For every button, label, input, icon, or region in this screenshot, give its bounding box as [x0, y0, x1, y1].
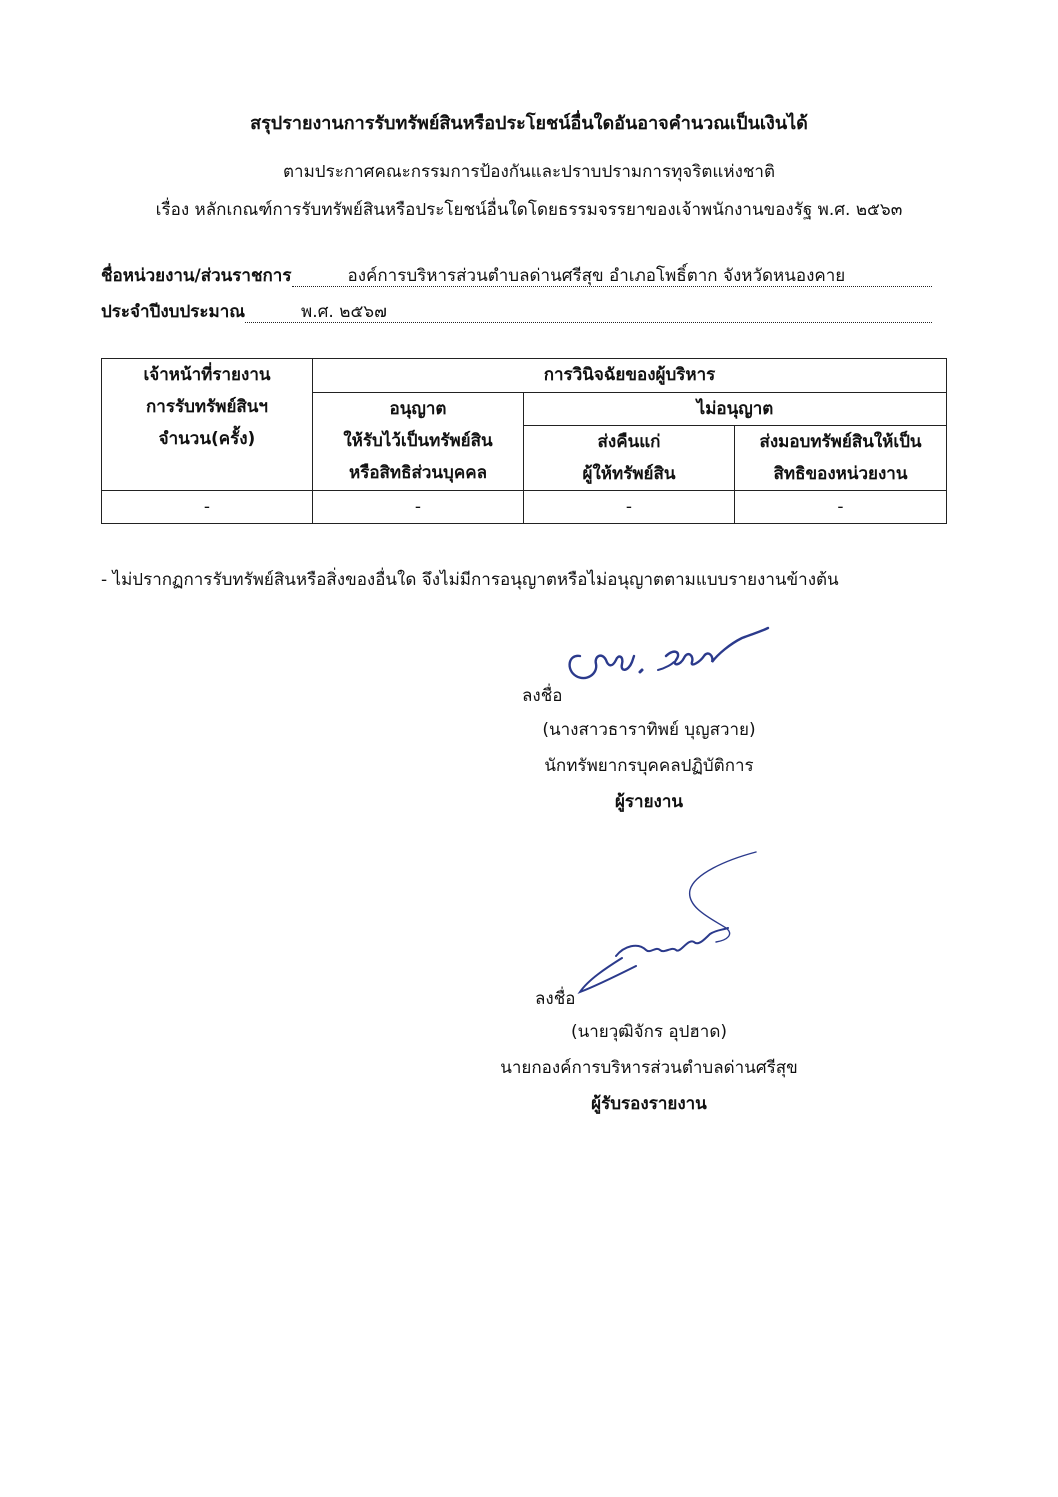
- reporter-sign-label: ลงชื่อ: [522, 686, 563, 706]
- reporter-signature-icon: [562, 626, 772, 698]
- certifier-sign-label: ลงชื่อ: [535, 989, 576, 1009]
- reporter-name: (นางสาวธาราทิพย์ บุญสวาย): [542, 720, 756, 740]
- fiscal-year-label: ประจำปีงบประมาณ: [101, 302, 246, 322]
- certifier-role: ผู้รับรองรายงาน: [591, 1094, 707, 1114]
- officer-count-header: เจ้าหน้าที่รายงาน การรับทรัพย์สินฯ จำนวน(ครั้ง): [102, 359, 313, 491]
- document-title: สรุปรายงานการรับทรัพย์สินหรือประโยชน์อื่นใดอันอาจคำนวณเป็นเงินได้: [250, 113, 808, 134]
- table-cell: -: [313, 491, 524, 524]
- report-table: [101, 358, 947, 524]
- decision-header: การวินิจฉัยของผู้บริหาร: [313, 359, 947, 393]
- reporter-position: นักทรัพยากรบุคคลปฏิบัติการ: [544, 756, 754, 776]
- agency-label: ชื่อหน่วยงาน/ส่วนราชการ: [101, 266, 292, 286]
- document-subtitle-1: ตามประกาศคณะกรรมการป้องกันและปราบปรามการทุจริตแห่งชาติ: [282, 162, 776, 182]
- table-cell: -: [102, 491, 313, 524]
- document-subtitle-2: เรื่อง หลักเกณฑ์การรับทรัพย์สินหรือประโยชน์อื่นใดโดยธรรมจรรยาของเจ้าพนักงานของรัฐ พ.ศ. ๒๕๖๓: [155, 200, 903, 220]
- fiscal-year-field: [101, 298, 932, 325]
- table-cell: -: [524, 491, 735, 524]
- disallow-header: ไม่อนุญาต: [524, 393, 947, 426]
- fiscal-year-value: พ.ศ. ๒๕๖๗: [245, 302, 932, 323]
- certifier-name: (นายวุฒิจักร อุปฮาด): [570, 1022, 728, 1042]
- table-cell: -: [735, 491, 947, 524]
- reporter-role: ผู้รายงาน: [614, 792, 684, 812]
- certifier-signature-icon: [576, 850, 766, 1000]
- agency-field: [101, 262, 932, 289]
- certifier-position: นายกองค์การบริหารส่วนตำบลด่านศรีสุข: [500, 1058, 798, 1078]
- handover-header: ส่งมอบทรัพย์สินให้เป็น สิทธิของหน่วยงาน: [735, 426, 947, 491]
- table-row: [102, 491, 947, 524]
- return-header: ส่งคืนแก่ ผู้ให้ทรัพย์สิน: [524, 426, 735, 491]
- allow-header: อนุญาต ให้รับไว้เป็นทรัพย์สิน หรือสิทธิส่วนบุคคล: [313, 393, 524, 491]
- remark-note: - ไม่ปรากฏการรับทรัพย์สินหรือสิ่งของอื่นใด จึงไม่มีการอนุญาตหรือไม่อนุญาตตามแบบรายงานข้างต้น: [101, 570, 839, 590]
- agency-value: องค์การบริหารส่วนตำบลด่านศรีสุข อำเภอโพธิ์ตาก จังหวัดหนองคาย: [292, 266, 933, 287]
